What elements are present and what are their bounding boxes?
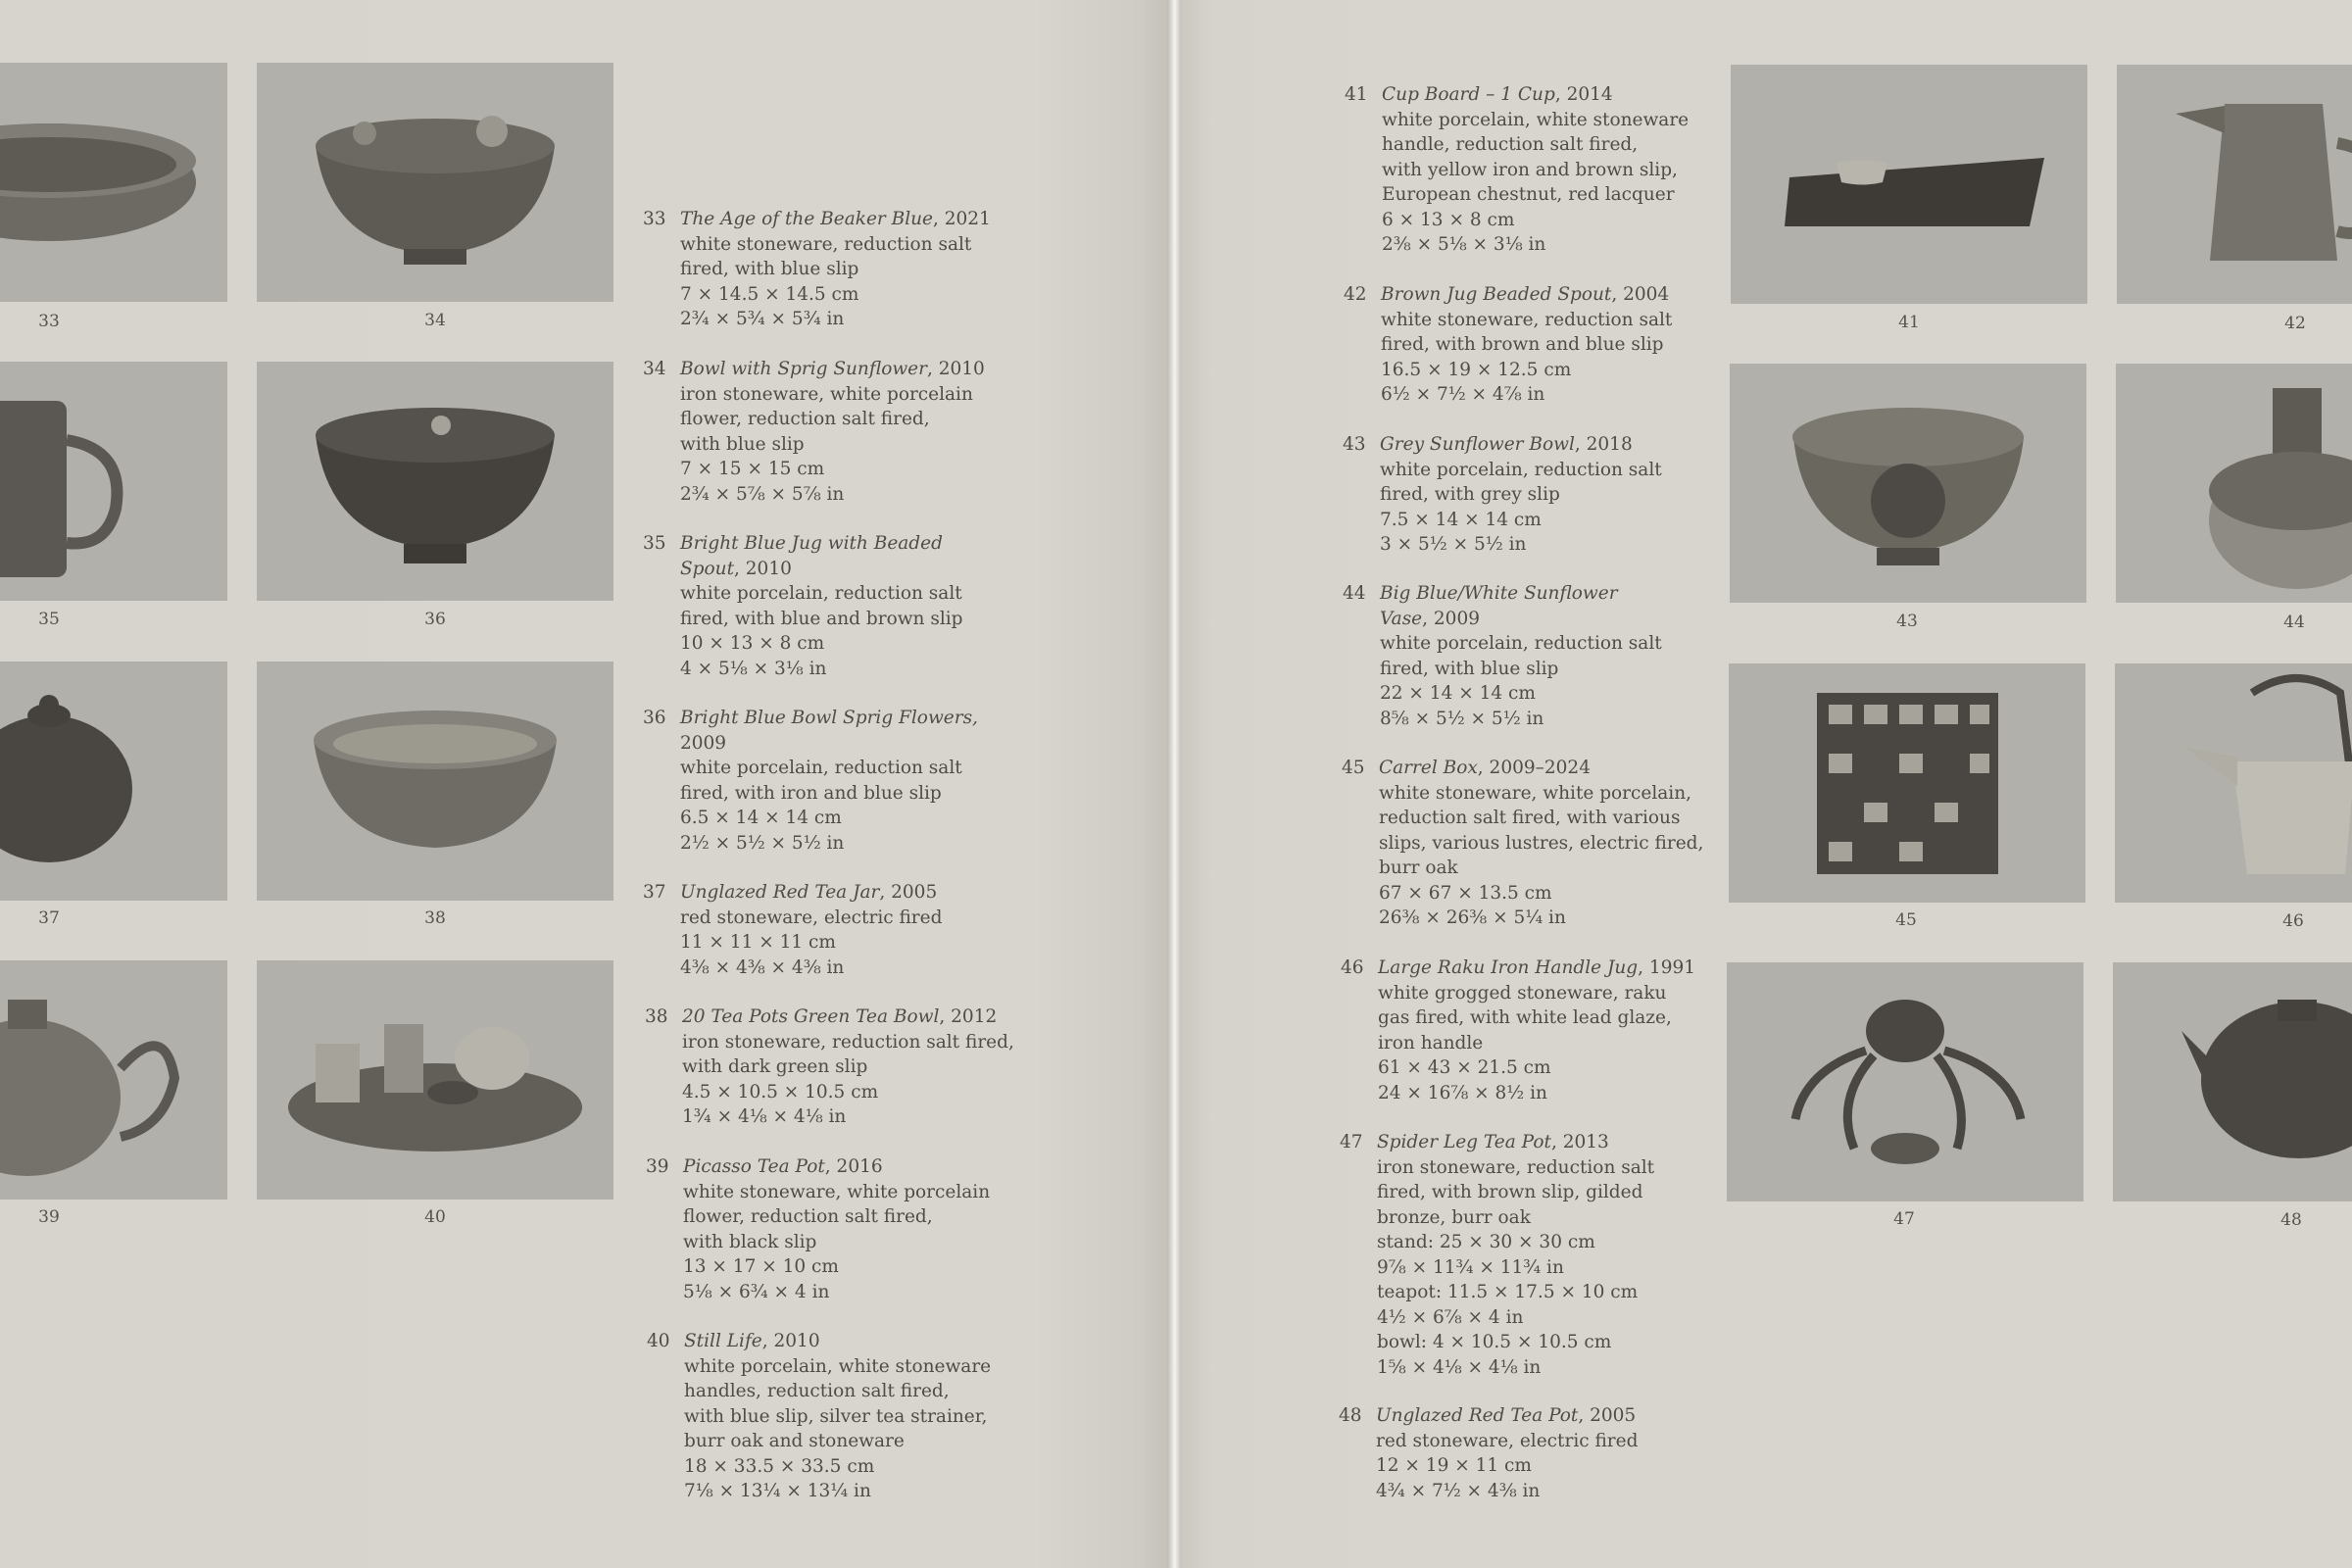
entry-number: 43 — [1343, 434, 1366, 455]
entry-detail: white porcelain, reduction salt — [680, 583, 962, 604]
entry-year: , 2012 — [939, 1006, 998, 1027]
entry-detail: 22 × 14 × 14 cm — [1380, 683, 1536, 704]
plate-number: 34 — [424, 311, 446, 330]
entry-title: Bright Blue Jug with Beaded — [680, 533, 943, 554]
entry-title: Unglazed Red Tea Pot — [1376, 1405, 1579, 1426]
entry-detail: burr oak and stoneware — [684, 1431, 905, 1451]
entry-detail: 7 × 14.5 × 14.5 cm — [680, 283, 859, 305]
plate-43-image — [1730, 364, 2086, 603]
entry-detail: fired, with blue and brown slip — [680, 608, 963, 629]
entry-year: , 2016 — [824, 1156, 883, 1177]
entry-detail: 4⅜ × 4⅜ × 4⅜ in — [680, 956, 845, 978]
entry-detail: 6 × 13 × 8 cm — [1382, 209, 1515, 230]
catalogue-entry-34 — [643, 357, 1053, 507]
entry-number: 48 — [1339, 1405, 1362, 1426]
plate-number: 36 — [424, 610, 446, 629]
entry-detail: 4.5 × 10.5 × 10.5 cm — [682, 1081, 879, 1102]
entry-detail: teapot: 11.5 × 17.5 × 10 cm — [1377, 1282, 1639, 1302]
entry-title-continued: Vase — [1380, 608, 1423, 629]
entry-title: Large Raku Iron Handle Jug — [1378, 957, 1639, 978]
entry-detail: red stoneware, electric fired — [680, 906, 943, 928]
plate-number: 39 — [38, 1207, 60, 1227]
plate-number: 38 — [424, 908, 446, 928]
plate-45-image — [1729, 663, 2085, 903]
catalogue-entry-35 — [643, 531, 1053, 681]
entry-title: Spider Leg Tea Pot — [1377, 1132, 1551, 1152]
entry-detail: with blue slip — [680, 433, 805, 455]
catalogue-entry-33 — [643, 207, 1053, 332]
entry-detail: 11 × 11 × 11 cm — [680, 932, 836, 953]
entry-detail: 2½ × 5½ × 5½ in — [680, 832, 845, 854]
entry-number: 38 — [645, 1006, 668, 1027]
entry-year: , 2010 — [926, 359, 985, 379]
entry-detail: reduction salt fired, with various — [1379, 808, 1681, 828]
entry-detail: 2¾ × 5⅞ × 5⅞ in — [680, 483, 845, 505]
entry-detail: stand: 25 × 30 × 30 cm — [1377, 1232, 1595, 1252]
catalogue-entry-41 — [1345, 82, 1754, 258]
entry-detail: 7⅛ × 13¼ × 13¼ in — [684, 1481, 871, 1501]
plate-number: 37 — [38, 908, 60, 928]
plate-48-image — [2113, 962, 2352, 1201]
plate-37-image — [0, 662, 227, 901]
entry-detail: white porcelain, reduction salt — [680, 758, 962, 778]
entry-title: Bowl with Sprig Sunflower — [680, 359, 927, 379]
entry-detail: fired, with grey slip — [1380, 484, 1560, 505]
entry-detail: fired, with brown slip, gilded — [1377, 1182, 1643, 1202]
plate-number: 42 — [2284, 314, 2306, 333]
entry-detail: 24 × 16⅞ × 8½ in — [1378, 1082, 1547, 1103]
entry-number: 46 — [1341, 957, 1364, 978]
plate-36-image — [257, 362, 613, 601]
entry-detail: fired, with blue slip — [1380, 658, 1559, 679]
entry-year: , 2021 — [933, 209, 991, 229]
plate-number: 40 — [424, 1207, 446, 1227]
entry-title: Brown Jug Beaded Spout — [1381, 284, 1612, 305]
plate-38-image — [257, 662, 613, 901]
entry-detail: iron stoneware, reduction salt — [1377, 1156, 1655, 1178]
plate-41-image — [1731, 65, 2087, 304]
entry-number: 41 — [1345, 84, 1368, 105]
plate-number: 48 — [2280, 1210, 2302, 1230]
plate-40-image — [257, 960, 613, 1200]
entry-detail: fired, with blue slip — [680, 259, 859, 279]
plate-47-image — [1727, 962, 2083, 1201]
catalogue-entry-44 — [1343, 581, 1752, 731]
entry-detail: 61 × 43 × 21.5 cm — [1378, 1057, 1551, 1078]
entry-detail: red stoneware, electric fired — [1376, 1430, 1639, 1451]
entry-title: Big Blue/White Sunflower — [1380, 583, 1618, 604]
entry-year: , 2009 — [1422, 608, 1480, 629]
plate-number: 43 — [1896, 612, 1918, 631]
entry-detail: 2¾ × 5¾ × 5¾ in — [680, 309, 845, 329]
entry-year: , 2018 — [1574, 434, 1633, 455]
entry-detail: handle, reduction salt fired, — [1382, 134, 1639, 155]
entry-detail: 7.5 × 14 × 14 cm — [1380, 509, 1542, 530]
entry-detail: with black slip — [683, 1231, 817, 1252]
plate-number: 41 — [1898, 313, 1920, 332]
entry-detail: with dark green slip — [682, 1056, 868, 1077]
entry-detail: white stoneware, white porcelain, — [1379, 782, 1691, 804]
entry-detail: gas fired, with white lead glaze, — [1378, 1007, 1672, 1028]
entry-detail: 6.5 × 14 × 14 cm — [680, 808, 842, 828]
entry-detail: 9⅞ × 11¾ × 11¾ in — [1377, 1256, 1564, 1278]
entry-detail: iron stoneware, reduction salt fired, — [682, 1031, 1014, 1053]
entry-number: 37 — [643, 882, 666, 903]
entry-detail: 18 × 33.5 × 33.5 cm — [684, 1455, 875, 1477]
entry-detail: bronze, burr oak — [1377, 1206, 1531, 1228]
entry-title: Grey Sunflower Bowl — [1380, 434, 1575, 455]
entry-detail: 13 × 17 × 10 cm — [683, 1256, 839, 1277]
entry-year: , 2014 — [1554, 84, 1613, 105]
entry-year: , 2013 — [1550, 1132, 1609, 1152]
entry-detail: 1⅝ × 4⅛ × 4⅛ in — [1377, 1356, 1542, 1378]
entry-detail: white stoneware, reduction salt — [1381, 309, 1673, 330]
plate-34-image — [257, 63, 613, 302]
plate-44-image — [2116, 364, 2352, 603]
entry-detail: 12 × 19 × 11 cm — [1376, 1455, 1532, 1476]
plate-35-image — [0, 362, 227, 601]
entry-year: , 2010 — [734, 558, 792, 579]
entry-detail: 4½ × 6⅞ × 4 in — [1377, 1306, 1524, 1328]
entry-title: Picasso Tea Pot — [683, 1156, 825, 1177]
entry-detail: handles, reduction salt fired, — [684, 1381, 950, 1401]
catalogue-entry-47 — [1340, 1130, 1749, 1380]
entry-detail: with blue slip, silver tea strainer, — [684, 1405, 988, 1427]
entry-title: Unglazed Red Tea Jar — [680, 882, 880, 903]
entry-detail: 1¾ × 4⅛ × 4⅛ in — [682, 1106, 847, 1127]
entry-detail: white porcelain, reduction salt — [1380, 459, 1662, 480]
plate-42-image — [2117, 65, 2352, 304]
entry-detail: 8⅝ × 5½ × 5½ in — [1380, 708, 1544, 729]
entry-title: Still Life — [684, 1331, 762, 1351]
entry-year: , 2005 — [879, 882, 938, 903]
entry-detail: 16.5 × 19 × 12.5 cm — [1381, 359, 1572, 380]
plate-number: 33 — [38, 312, 60, 331]
entry-title: Bright Blue Bowl Sprig Flowers, — [680, 708, 978, 728]
catalogue-entry-43 — [1343, 432, 1752, 558]
catalogue-entry-48 — [1339, 1403, 1748, 1503]
entry-detail: white stoneware, reduction salt — [680, 233, 972, 255]
entry-detail: white porcelain, white stoneware — [684, 1355, 992, 1377]
entry-detail: white porcelain, white stoneware — [1382, 109, 1690, 130]
entry-number: 36 — [643, 708, 666, 728]
entry-number: 47 — [1340, 1132, 1363, 1152]
plate-33-image — [0, 63, 227, 302]
entry-detail: 5⅛ × 6¾ × 4 in — [683, 1281, 830, 1302]
entry-detail: burr oak — [1379, 858, 1458, 878]
catalogue-entry-39 — [646, 1154, 1055, 1304]
entry-year: 2009 — [680, 732, 727, 754]
plate-number: 46 — [2282, 911, 2304, 931]
entry-title: The Age of the Beaker Blue — [680, 209, 933, 229]
catalogue-entry-36 — [643, 706, 1053, 856]
entry-year: , 2004 — [1611, 284, 1670, 305]
entry-year: , 2005 — [1578, 1405, 1637, 1426]
entry-detail: flower, reduction salt fired, — [680, 409, 930, 429]
catalogue-entry-45 — [1342, 756, 1751, 931]
entry-number: 42 — [1344, 284, 1367, 305]
entry-detail: 4¾ × 7½ × 4⅜ in — [1376, 1480, 1541, 1501]
entry-detail: iron stoneware, white porcelain — [680, 383, 973, 405]
entry-detail: white porcelain, reduction salt — [1380, 633, 1662, 654]
entry-title-continued: Spout — [680, 558, 735, 579]
entry-number: 45 — [1342, 758, 1365, 778]
entry-number: 44 — [1343, 583, 1366, 604]
entry-detail: fired, with brown and blue slip — [1381, 334, 1664, 355]
entry-detail: 10 × 13 × 8 cm — [680, 633, 825, 654]
plate-39-image — [0, 960, 227, 1200]
entry-number: 39 — [646, 1156, 669, 1177]
entry-title: 20 Tea Pots Green Tea Bowl — [682, 1006, 940, 1027]
entry-detail: 2⅜ × 5⅛ × 3⅛ in — [1382, 234, 1546, 255]
book-gutter — [1167, 0, 1181, 1568]
entry-detail: with yellow iron and brown slip, — [1382, 159, 1678, 180]
entry-number: 33 — [643, 209, 666, 229]
entry-detail: flower, reduction salt fired, — [683, 1206, 933, 1227]
catalogue-entry-37 — [643, 880, 1053, 980]
entry-detail: 7 × 15 × 15 cm — [680, 459, 825, 479]
entry-title: Carrel Box — [1379, 758, 1478, 778]
entry-detail: 26⅜ × 26⅜ × 5¼ in — [1379, 907, 1566, 928]
plate-number: 47 — [1893, 1209, 1915, 1229]
plate-number: 35 — [38, 610, 60, 629]
entry-detail: 4 × 5⅛ × 3⅛ in — [680, 658, 827, 679]
catalogue-entry-40 — [647, 1329, 1056, 1504]
entry-detail: white stoneware, white porcelain — [683, 1181, 991, 1202]
entry-year: , 2009–2024 — [1477, 758, 1591, 778]
plate-number: 45 — [1895, 910, 1917, 930]
entry-year: , 2010 — [761, 1331, 820, 1351]
entry-detail: white grogged stoneware, raku — [1378, 982, 1667, 1004]
entry-detail: iron handle — [1378, 1032, 1484, 1054]
entry-detail: slips, various lustres, electric fired, — [1379, 832, 1704, 854]
catalogue-entry-38 — [645, 1004, 1054, 1130]
plate-number: 44 — [2283, 612, 2305, 632]
entry-number: 35 — [643, 533, 666, 554]
catalogue-entry-42 — [1344, 282, 1753, 408]
entry-detail: European chestnut, red lacquer — [1382, 184, 1675, 205]
entry-detail: bowl: 4 × 10.5 × 10.5 cm — [1377, 1332, 1612, 1352]
entry-detail: 3 × 5½ × 5½ in — [1380, 534, 1527, 555]
entry-title: Cup Board – 1 Cup — [1382, 84, 1555, 105]
catalogue-entry-46 — [1341, 956, 1750, 1105]
entry-detail: 6½ × 7½ × 4⅞ in — [1381, 384, 1545, 405]
entry-detail: 67 × 67 × 13.5 cm — [1379, 882, 1552, 904]
entry-detail: fired, with iron and blue slip — [680, 782, 942, 804]
plate-46-image — [2115, 663, 2352, 903]
entry-number: 40 — [647, 1331, 670, 1351]
entry-year: , 1991 — [1638, 957, 1695, 978]
entry-number: 34 — [643, 359, 666, 379]
